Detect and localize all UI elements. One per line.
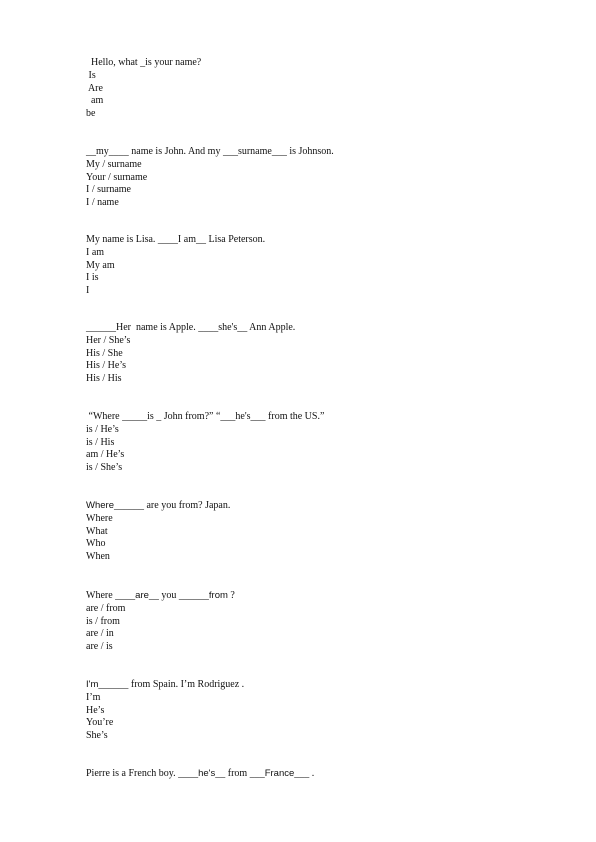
question-2-option-4: I / name [86, 197, 119, 209]
question-7-stem-part-5: ? [227, 590, 235, 601]
question-9-stem-part-1: Pierre is a French boy. ____ [86, 768, 199, 779]
question-3-option-4: I [86, 285, 90, 297]
question-7-stem-part-3: __ you ______ [148, 590, 209, 601]
question-3-stem: My name is Lisa. ____I am__ Lisa Peterson. [86, 234, 266, 245]
question-7-option-2: is / from [86, 615, 120, 627]
question-4-option-3: His / He’s [86, 360, 126, 372]
question-1-option-3: am [86, 95, 104, 107]
question-4-option-2: His / She [86, 347, 123, 359]
question-8-option-4: She’s [86, 730, 108, 742]
question-9-stem [86, 768, 566, 781]
question-2-stem: __my____ name is John. And my ___surname___ is Johnson. [86, 146, 334, 157]
question-9-stem-part-3: __ from ___ [215, 768, 265, 779]
question-8 [86, 679, 566, 743]
question-3 [86, 234, 566, 298]
question-3-option-3: I is [86, 272, 99, 284]
question-6-option-4: When [86, 551, 110, 563]
question-5-option-2: is / His [86, 436, 115, 448]
question-1-option-2: Are [86, 82, 103, 94]
question-6-stem-part-2: ______ are you from? Japan. [113, 500, 231, 511]
question-8-option-1: I’m [86, 691, 101, 703]
question-6-stem-part-1: Where [86, 500, 114, 511]
question-4-option-4: His / His [86, 373, 122, 385]
question-9-stem-part-2: he's [198, 768, 216, 779]
question-8-option-2: He’s [86, 704, 105, 716]
question-7-option-1: are / from [86, 602, 126, 614]
question-5-option-4: is / She’s [86, 462, 123, 474]
question-7-stem-part-2: are [135, 590, 149, 601]
question-8-stem-part-1: I'm [86, 679, 99, 690]
question-3-option-2: My am [86, 259, 115, 271]
question-7 [86, 590, 566, 654]
question-3-option-1: I am [86, 246, 105, 258]
question-6 [86, 500, 566, 564]
question-4-stem: ______Her name is Apple. ____she's__ Ann Apple. [86, 322, 296, 333]
question-8-stem-part-2: ______ from Spain. I’m Rodriguez . [98, 679, 245, 690]
question-1-stem: Hello, what _is your name? [86, 57, 202, 68]
question-1-option-1: Is [86, 69, 96, 81]
question-2 [86, 146, 566, 210]
question-1 [86, 57, 566, 121]
question-5-stem: “Where _____is _ John from?” “___he's___ from the US.” [86, 411, 325, 422]
question-2-option-3: I / surname [86, 184, 131, 196]
question-2-option-1: My / surname [86, 158, 142, 170]
question-6-stem [86, 500, 566, 513]
question-1-option-4: be [86, 108, 96, 120]
question-6-option-1: Where [86, 512, 113, 524]
question-9-stem-part-5: ___ . [294, 768, 315, 779]
question-4 [86, 322, 566, 386]
question-7-option-3: are / in [86, 628, 114, 640]
question-8-option-3: You’re [86, 717, 114, 729]
question-7-stem [86, 590, 566, 603]
question-5-option-1: is / He’s [86, 423, 119, 435]
question-6-option-2: What [86, 525, 108, 537]
question-8-stem [86, 679, 566, 692]
question-2-option-2: Your / surname [86, 171, 148, 183]
question-7-stem-part-4: from [208, 590, 228, 601]
question-7-stem-part-1: Where ____ [86, 590, 136, 601]
question-4-option-1: Her / She’s [86, 334, 131, 346]
question-5-option-3: am / He’s [86, 449, 125, 461]
question-9-stem-part-4: France [264, 768, 295, 779]
question-6-option-3: Who [86, 538, 106, 550]
question-5 [86, 411, 566, 475]
question-7-option-4: are / is [86, 641, 113, 653]
question-9 [86, 768, 566, 781]
